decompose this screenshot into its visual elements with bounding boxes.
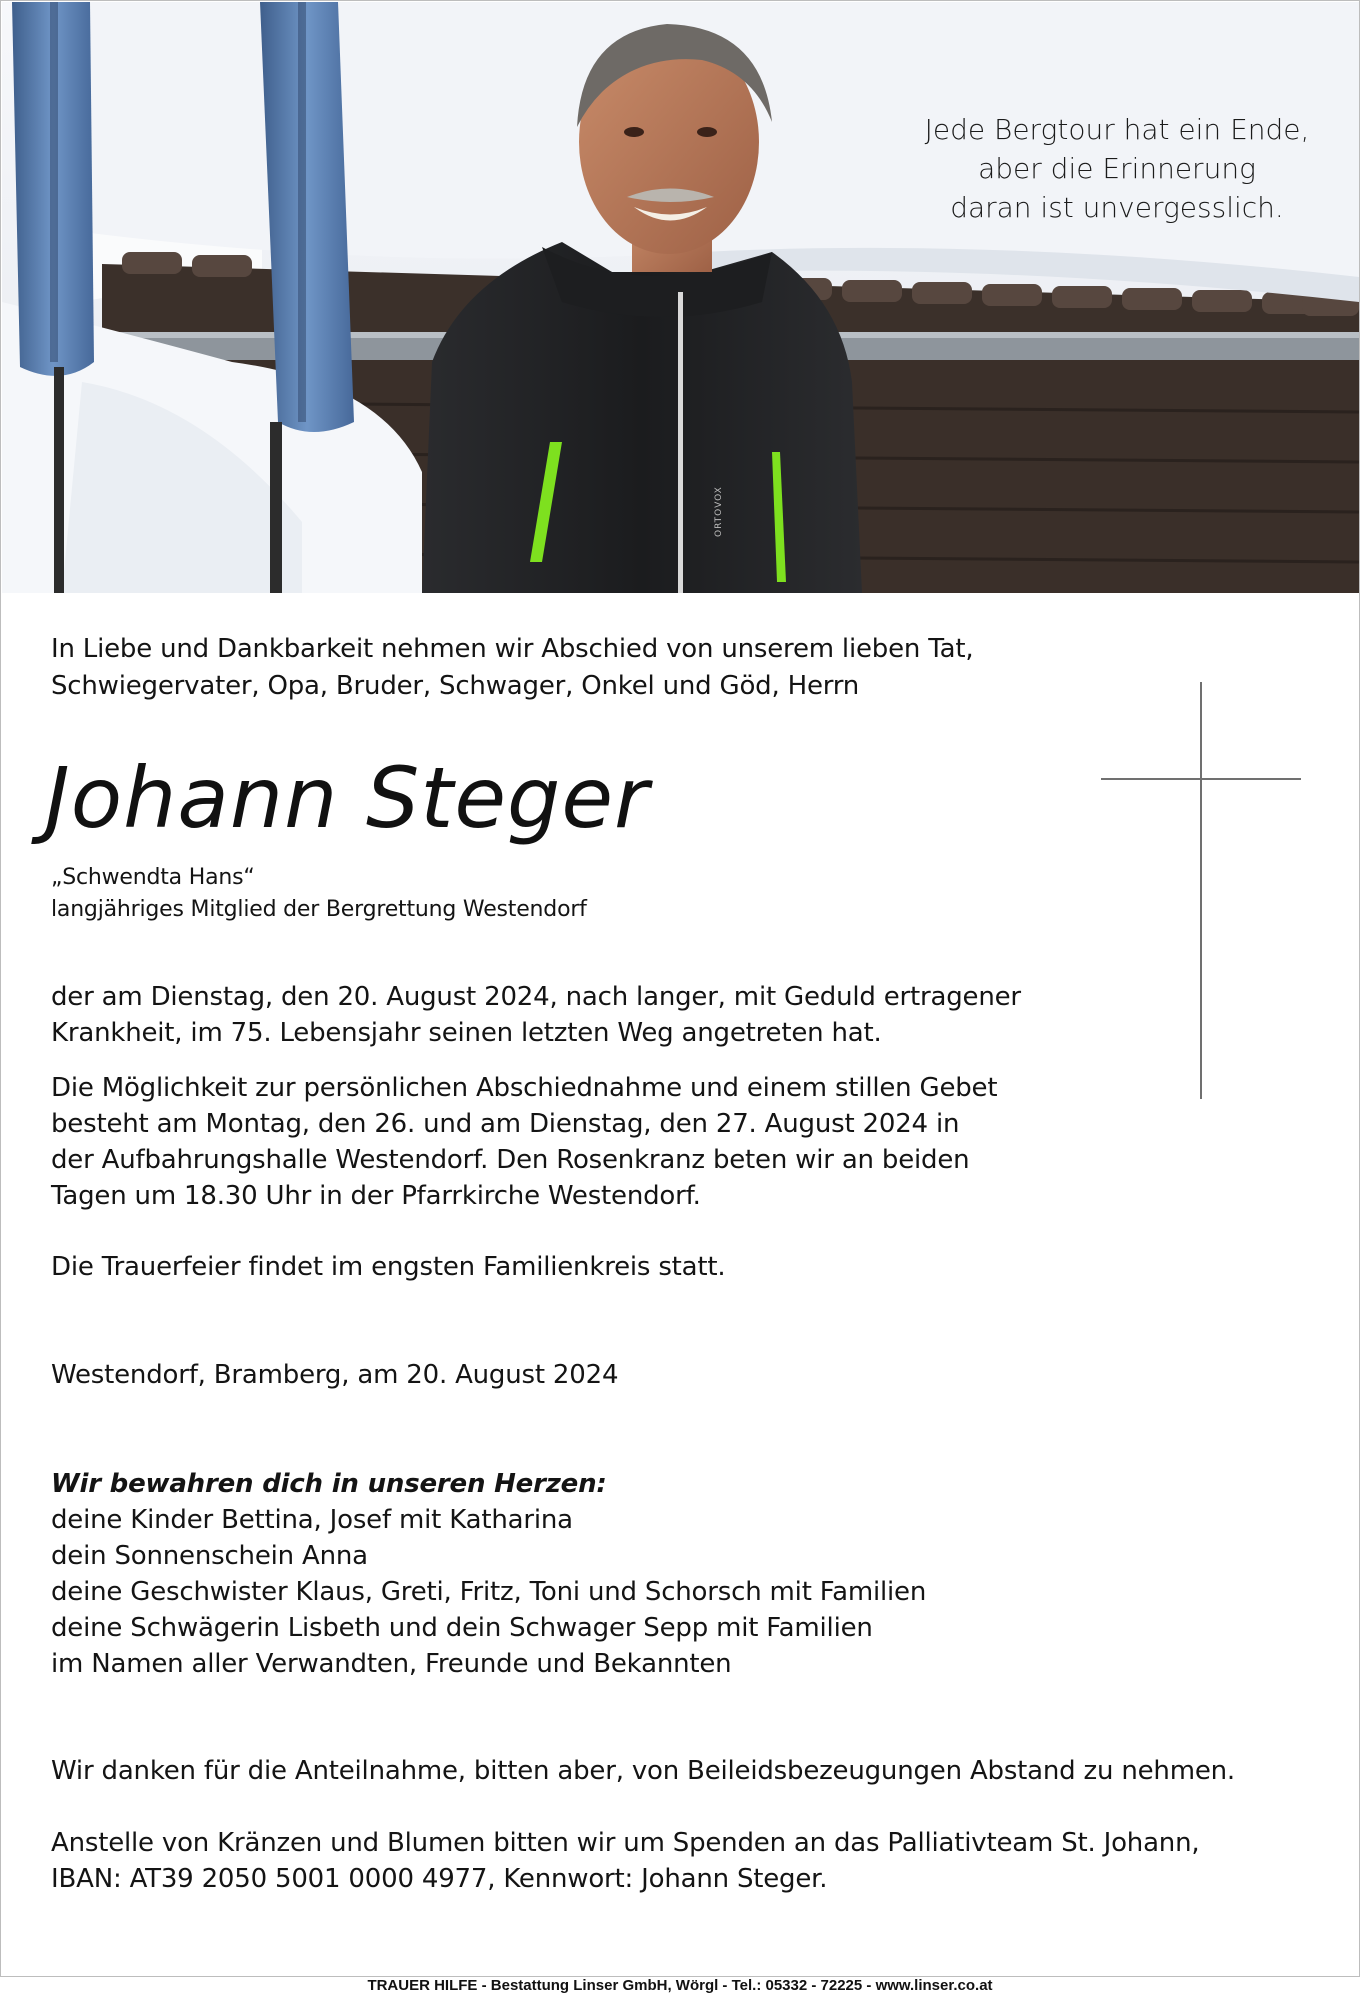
death-line: der am Dienstag, den 20. August 2024, nach langer, mit Geduld ertragener (51, 982, 1021, 1012)
farewell-line: Tagen um 18.30 Uhr in der Pfarrkirche Westendorf. (51, 1181, 701, 1211)
quote-line: Jede Bergtour hat ein Ende, (924, 113, 1310, 146)
farewell-line: der Aufbahrungshalle Westendorf. Den Rosenkranz beten wir an beiden (51, 1145, 970, 1175)
ceremony-note: Die Trauerfeier findet im engsten Familienkreis statt. (51, 1252, 726, 1282)
death-line: Krankheit, im 75. Lebensjahr seinen letzten Weg angetreten hat. (51, 1018, 882, 1048)
donation-line: Anstelle von Kränzen und Blumen bitten wir um Spenden an das Palliativteam St. Johann, (51, 1828, 1200, 1858)
mourner-line: dein Sonnenschein Anna (51, 1541, 368, 1571)
mourner-line: deine Kinder Bettina, Josef mit Katharina (51, 1505, 573, 1535)
mourner-line: deine Geschwister Klaus, Greti, Fritz, Toni und Schorsch mit Familien (51, 1577, 927, 1607)
quote-line: aber die Erinnerung (978, 152, 1256, 185)
deceased-note: langjähriges Mitglied der Bergrettung Westendorf (51, 897, 587, 922)
intro-line: In Liebe und Dankbarkeit nehmen wir Abschied von unserem lieben Tat, (51, 634, 974, 664)
memorial-photo (2, 2, 1359, 593)
thanks-note: Wir danken für die Anteilnahme, bitten aber, von Beileidsbezeugungen Abstand zu nehmen. (51, 1756, 1235, 1786)
footer-imprint: TRAUER HILFE - Bestattung Linser GmbH, Wörgl - Tel.: 05332 - 72225 - www.linser.co.at (367, 1977, 993, 1994)
memorial-quote (852, 110, 1359, 227)
cross-icon-bar (1101, 778, 1301, 780)
farewell-line: besteht am Montag, den 26. und am Dienstag, den 27. August 2024 in (51, 1109, 960, 1139)
donation-line: IBAN: AT39 2050 5001 0000 4977, Kennwort: Johann Steger. (51, 1864, 828, 1894)
photo-illustration (2, 2, 1359, 593)
place-date: Westendorf, Bramberg, am 20. August 2024 (51, 1360, 619, 1390)
deceased-name: Johann Steger (45, 749, 650, 847)
mourners-heading: Wir bewahren dich in unseren Herzen: (51, 1469, 607, 1499)
jacket-brand-label: ORTOVOX (714, 486, 724, 537)
farewell-line: Die Möglichkeit zur persönlichen Abschiednahme und einem stillen Gebet (51, 1073, 998, 1103)
deceased-nickname: „Schwendta Hans“ (51, 865, 255, 890)
mourner-line: deine Schwägerin Lisbeth und dein Schwager Sepp mit Familien (51, 1613, 873, 1643)
quote-line: daran ist unvergesslich. (950, 191, 1284, 224)
mourner-line: im Namen aller Verwandten, Freunde und Bekannten (51, 1649, 732, 1679)
cross-icon (1200, 682, 1202, 1099)
intro-line: Schwiegervater, Opa, Bruder, Schwager, Onkel und Göd, Herrn (51, 671, 860, 701)
